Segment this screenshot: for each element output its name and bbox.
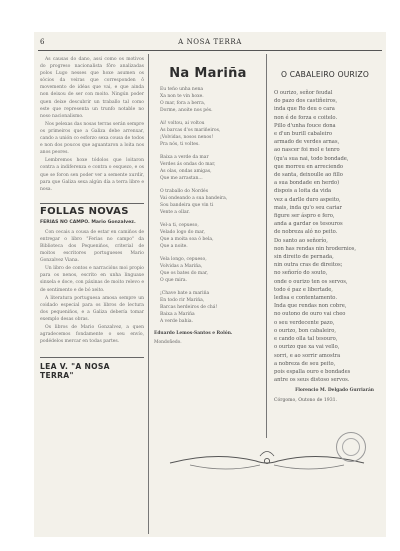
poem-line: figure ser áspro e fero, [274, 213, 335, 220]
poem-line: Velado logo do mar, [160, 230, 205, 235]
poem-stanza [154, 86, 262, 114]
poem-line: A verde bahia. [160, 319, 194, 324]
poem-line: o ourizo que xa vai vello, [274, 344, 340, 351]
poem-line: Eu teño unha nena [160, 87, 204, 92]
poem-line: sin direito de pernada, [274, 254, 334, 261]
poem-line: de nobreza aló no peito. [274, 229, 338, 236]
poem-line: Verdes ás ondas do mar, [160, 162, 216, 167]
poem-line: todo é paz e libertade, [274, 286, 333, 293]
poem-line: Vela longo, cepueso, [160, 257, 207, 262]
intro-paragraph: As causas do dano, assi como os motivos do progreso nacionalista fôro analizadas polos Lugo nesses que hoxe asumen os sócios da veiras que corresponden ô movemento de idéas que vai, e que ainda non deixou de ser con moito. Ningún poder quen deixe descubrir un traballo tal como este que representa un trunfo notable no noso nacionalismo. [40, 57, 144, 119]
poem-line: ¡Chave bate a mariña [160, 291, 210, 296]
poem-line: dispois a loita da vida [274, 188, 332, 195]
column-divider-right [266, 54, 267, 438]
poem-line: de santa, deixoulle ao fillo [274, 172, 343, 179]
poem-line: As barcas d'os mariñeiros, [160, 128, 221, 133]
page-header [34, 38, 386, 50]
intro-paragraph: Lembremos hoxe tódolos que loitaron contra a indiferenza e contra o esquezo, e os que se foron sen poder ver a semente xurdir, para que Galiza sexa algún día a terra libre e nosa. [40, 158, 144, 192]
poem-line: Que me arrastan... [160, 176, 203, 181]
poem-line: Baixa a verde da mar [160, 155, 209, 160]
poem-line: no outono de ouro vai cheo [274, 311, 346, 318]
poem-line: Dorme, anoite nos pés. [160, 108, 213, 113]
poem-line: vez a darlle duro aspeito, [274, 196, 341, 203]
poem-line: En todo rir Mariña, [160, 298, 205, 303]
poem-stanza [154, 120, 262, 148]
poem-line: ao nascer foi mol e tenro [274, 147, 340, 154]
poem-stanza [154, 154, 262, 182]
poem-line: non has rendas nin hrodernios, [274, 245, 357, 252]
poem-line: Baixa a Mariña [160, 312, 195, 317]
poem-line: a sua bondade en herdo) [274, 180, 340, 187]
page-number: 6 [40, 38, 45, 46]
poem-line: armado de verdes arnas, [274, 139, 340, 146]
poem-date: Córgomo, Outono de 1931. [274, 398, 338, 404]
poem-line: Pra nós, ti voltes. [160, 142, 200, 147]
poem-title-na-marina: Na Mariña [169, 66, 247, 81]
left-column [40, 56, 144, 532]
poem-title-cabaleiro-ourizo: O CABALEIRO OURIZO [280, 70, 370, 79]
poem-line: Que a moita soa ó bela, [160, 237, 214, 242]
poem-stanza [154, 222, 262, 250]
poem-signature: Eduardo Lemos-Santos e Rolón. [154, 331, 233, 336]
poem-line: ledisa e contentamento. [274, 295, 337, 302]
poem-line: ¡Volvidas, nosos nenos! [160, 135, 214, 140]
poem-signature: Florencio M. Delgado Gurriarán [295, 388, 374, 394]
poem-line: Do santo ao señorío, [274, 237, 328, 244]
poem-stanza [154, 290, 262, 325]
poem-line: O mar, fora a berra, [160, 101, 206, 106]
library-seal-icon [336, 432, 366, 462]
intro-paragraph: Nos pelexas das nosas terras serán sempre os primeiros que a Galiza debe arrenxar, cando a unión co esforzo sexa cousa de todos e non dos poucos que aguantaron a loita nos anos peores. [40, 121, 144, 156]
right-column [270, 56, 380, 436]
poem-line: Ai! voltou, ai voltou [160, 121, 205, 126]
poem-line: o seu verdecente pazo, [274, 319, 335, 326]
poem-stanzas [154, 86, 262, 325]
poem-line: Sou bandeira que vin ti [160, 203, 214, 208]
poem-lines [270, 89, 380, 384]
review-byline: FERIAS NO CAMPO. Mario Gonzalvez. [40, 219, 136, 225]
lea-nosa-terra-banner: LEA V. "A NOSA TERRA" [40, 357, 144, 380]
poem-line: que morreu en arreciendo [274, 163, 344, 170]
poem-line: onde o ourizo ten os servos, [274, 278, 348, 285]
poem-line: pois espalla ouro e bondades [274, 368, 351, 375]
poem-line: e cando olla tal tesouro, [274, 336, 338, 343]
poem-line: e d'un burill cabaleiro [274, 131, 332, 138]
poem-line: Volvidas a Mariña, [160, 264, 203, 269]
review-paragraph: Os libros de Mario Gonzalvez, a quen agradecemos fondamente o seu envío, podédelos mercar en todas partes. [40, 325, 144, 345]
poem-line: nin outra cras de direitos; [274, 262, 343, 269]
poem-line: inda que Ro deu o cara [274, 106, 335, 113]
poem-place: Mondoñedo. [154, 340, 182, 345]
poem-line: Vel-a ti, cepueso, [160, 223, 199, 228]
poem-line: anda a gardar os tesouros [274, 221, 343, 228]
poem-line: Que os bates do mar, [160, 271, 208, 276]
poem-line: mais, inda qu'o seu cariar [274, 204, 342, 211]
header-rule [38, 50, 382, 51]
section-title-follas-novas: FOLLAS NOVAS [40, 203, 144, 217]
poem-line: Vai ondeando a sua bandeira, [160, 196, 228, 201]
review-paragraph: Un libro de contos e narracións moi propio para os nenos, escrito en unha linguaxe sinxela e doce, con páxinas de moito relevo e de sentimento e de bó xeito. [40, 266, 144, 293]
poem-line: non é de forza e coitelo. [274, 114, 338, 121]
poem-line: do pazo dos castiñeiros, [274, 98, 338, 105]
poem-line: Inda que rendas non cobre, [274, 303, 347, 310]
masthead-title: A NOSA TERRA [178, 38, 242, 46]
review-paragraph: Con cecais a cousa de estar en camiños de entregar o libro "Ferias no campo" da Biblioteca dos Pequeniños, criterial de moitos escritores portugueses Mario Gonzalvez Viana. [40, 229, 144, 264]
column-divider-left [148, 54, 149, 534]
poem-line: Vente a ollar. [160, 210, 190, 215]
review-paragraph: A literatura portuguesa amosa sempre un coidado especial para os libros de lectura dos pequeniños, e a Galiza debería tomar exemplo desas obras. [40, 295, 144, 322]
poem-stanza [154, 256, 262, 284]
poem-line: Barcas herdeiros de chá! [160, 305, 218, 310]
poem-line: o ourizo, bon cabaleiro, [274, 327, 337, 334]
poem-line: As olas, ondas amigas, [160, 169, 212, 174]
poem-stanza [154, 188, 262, 216]
poem-line: O ourizo, señor feudal [274, 90, 333, 96]
poem-line: Pillo d'unha fouce dona [274, 122, 336, 129]
middle-column [154, 56, 262, 436]
poem-line: a nobreza de seu peito, [274, 360, 336, 367]
poem-line: (qu'a sua nai, todo bondade, [274, 155, 349, 162]
poem-line: O traballo do Nordés [160, 189, 209, 194]
poem-line: Xa non te vin hoxe. [160, 94, 204, 99]
newspaper-page [34, 32, 386, 537]
poem-line: no señorío do souto, [274, 270, 328, 277]
poem-line: antre os seus distoso servos. [274, 377, 350, 384]
poem-line: sorri, e ao sorrir amostra [274, 352, 341, 359]
poem-line: Que a noite. [160, 244, 188, 249]
poem-line: O que mira. [160, 278, 187, 283]
